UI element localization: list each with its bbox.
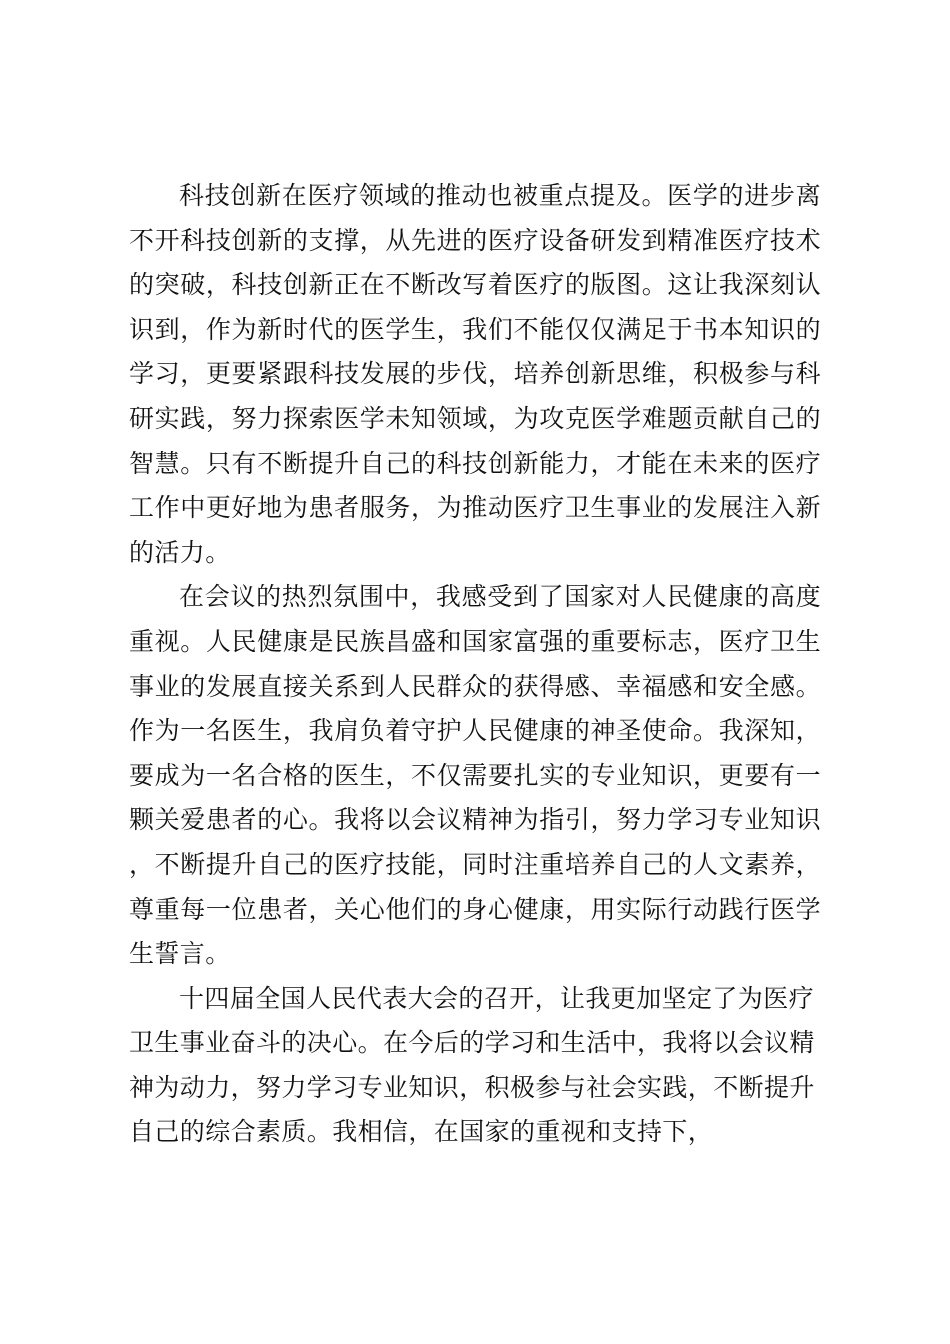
- paragraph-npc-determination: 十四届全国人民代表大会的召开，让我更加坚定了为医疗卫生事业奋斗的决心。在今后的学习和生活中，我将以会议精神为动力，努力学习专业知识，积极参与社会实践，不断提升自己的综合素质。我相信，在国家的重视和支持下，: [129, 983, 815, 1147]
- paragraph-people-health: 在会议的热烈氛围中，我感受到了国家对人民健康的高度重视。人民健康是民族昌盛和国家富强的重要标志，医疗卫生事业的发展直接关系到人民群众的获得感、幸福感和安全感。作为一名医生，我肩负着守护人民健康的神圣使命。我深知，要成为一名合格的医生，不仅需要扎实的专业知识，更要有一颗关爱患者的心。我将以会议精神为指引，努力学习专业知识，不断提升自己的医疗技能，同时注重培养自己的人文素养，尊重每一位患者，关心他们的身心健康，用实际行动践行医学生誓言。: [129, 582, 821, 969]
- document-body: [129, 174, 821, 1155]
- paragraph-tech-innovation: 科技创新在医疗领域的推动也被重点提及。医学的进步离不开科技创新的支撑，从先进的医疗设备研发到精准医疗技术的突破，科技创新正在不断改写着医疗的版图。这让我深刻认识到，作为新时代的医学生，我们不能仅仅满足于书本知识的学习，更要紧跟科技发展的步伐，培养创新思维，积极参与科研实践，努力探索医学未知领域，为攻克医学难题贡献自己的智慧。只有不断提升自己的科技创新能力，才能在未来的医疗工作中更好地为患者服务，为推动医疗卫生事业的发展注入新的活力。: [129, 181, 821, 567]
